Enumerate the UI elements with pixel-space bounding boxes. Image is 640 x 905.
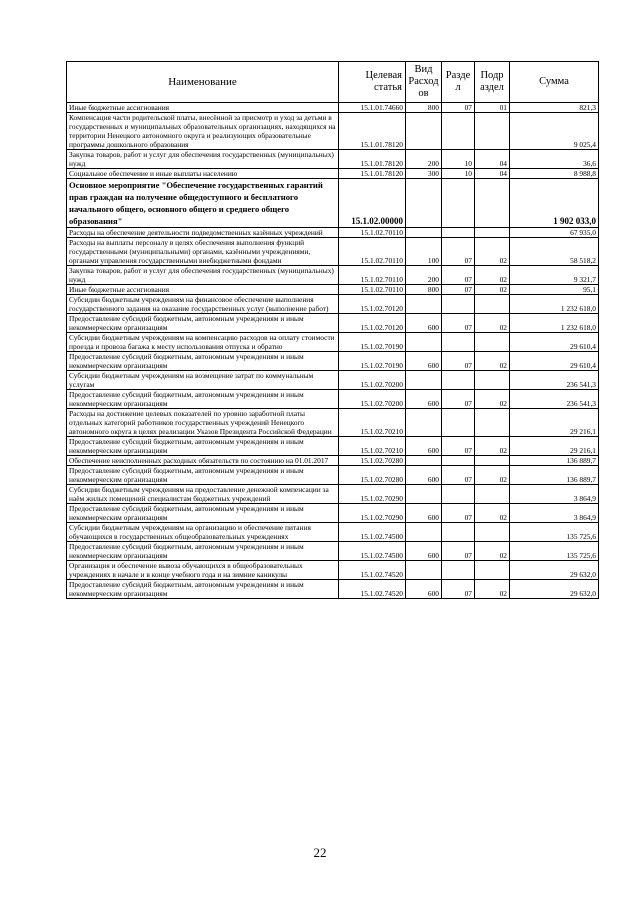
cell-subsection xyxy=(475,333,510,352)
cell-expense-type xyxy=(406,409,442,437)
cell-section xyxy=(442,456,475,466)
cell-name: Предоставление субсидий бюджетным, автономным учреждениям и иным некоммерческим организациям xyxy=(67,352,339,371)
table-row xyxy=(67,103,599,113)
table-row xyxy=(67,228,599,238)
cell-sum: 29 216,1 xyxy=(510,437,599,456)
header-section: Разде л xyxy=(442,62,475,103)
cell-expense-type xyxy=(406,371,442,390)
table-row xyxy=(67,352,599,371)
cell-section xyxy=(442,333,475,352)
cell-subsection xyxy=(475,561,510,580)
cell-section: 07 xyxy=(442,266,475,285)
cell-sum: 136 889,7 xyxy=(510,466,599,485)
table-row xyxy=(67,523,599,542)
cell-name: Расходы на достижение целевых показателей по уровню заработной платы отдельных категорий работников государственных учреждений Ненецкого автономного округа в целях реализации Указов Президента Российской Федерации xyxy=(67,409,339,437)
table-row xyxy=(67,437,599,456)
cell-subsection xyxy=(475,523,510,542)
cell-section: 07 xyxy=(442,238,475,266)
table-row xyxy=(67,179,599,228)
cell-section: 07 xyxy=(442,580,475,599)
cell-subsection xyxy=(475,371,510,390)
cell-target-article: 15.1.02.74500 xyxy=(339,542,406,561)
table-row xyxy=(67,409,599,437)
cell-name: Социальное обеспечение и иные выплаты населению xyxy=(67,169,339,179)
cell-target-article: 15.1.02.70290 xyxy=(339,504,406,523)
header-expense-type: Вид Расход ов xyxy=(406,62,442,103)
table-row xyxy=(67,485,599,504)
cell-subsection xyxy=(475,485,510,504)
cell-expense-type xyxy=(406,456,442,466)
cell-name: Предоставление субсидий бюджетным, автономным учреждениям и иным некоммерческим организациям xyxy=(67,504,339,523)
cell-sum: 1 232 618,0 xyxy=(510,314,599,333)
cell-subsection xyxy=(475,409,510,437)
cell-section: 07 xyxy=(442,103,475,113)
cell-section xyxy=(442,295,475,314)
cell-subsection: 02 xyxy=(475,504,510,523)
cell-sum: 95,1 xyxy=(510,285,599,295)
cell-subsection xyxy=(475,295,510,314)
cell-target-article: 15.1.02.70110 xyxy=(339,228,406,238)
cell-sum: 9 025,4 xyxy=(510,113,599,150)
cell-name: Субсидии бюджетным учреждениям на компенсацию расходов на оплату стоимости проезда и провоза багажа к месту использования отпуска и обратно xyxy=(67,333,339,352)
cell-sum: 135 725,6 xyxy=(510,523,599,542)
cell-expense-type: 600 xyxy=(406,352,442,371)
cell-target-article: 15.1.02.70190 xyxy=(339,333,406,352)
cell-sum: 135 725,6 xyxy=(510,542,599,561)
table-row xyxy=(67,456,599,466)
cell-section: 10 xyxy=(442,169,475,179)
cell-subsection: 02 xyxy=(475,285,510,295)
table-header-row xyxy=(67,62,599,103)
cell-section: 07 xyxy=(442,314,475,333)
table-row xyxy=(67,561,599,580)
cell-sum: 29 632,0 xyxy=(510,561,599,580)
cell-section xyxy=(442,179,475,228)
cell-target-article: 15.1.02.70210 xyxy=(339,409,406,437)
cell-expense-type: 600 xyxy=(406,390,442,409)
cell-sum: 821,3 xyxy=(510,103,599,113)
cell-sum: 236 541,3 xyxy=(510,390,599,409)
cell-expense-type: 800 xyxy=(406,285,442,295)
cell-target-article: 15.1.02.70200 xyxy=(339,390,406,409)
cell-name: Расходы на обеспечение деятельности подведомственных казённых учреждений xyxy=(67,228,339,238)
table-row xyxy=(67,466,599,485)
cell-sum: 29 610,4 xyxy=(510,352,599,371)
cell-name: Предоставление субсидий бюджетным, автономным учреждениям и иным некоммерческим организациям xyxy=(67,542,339,561)
cell-sum: 136 889,7 xyxy=(510,456,599,466)
cell-name: Предоставление субсидий бюджетным, автономным учреждениям и иным некоммерческим организациям xyxy=(67,466,339,485)
table-row xyxy=(67,333,599,352)
cell-sum: 1 232 618,0 xyxy=(510,295,599,314)
cell-name: Субсидии бюджетным учреждениям на организацию и обеспечение питания обучающихся в государственных общеобразовательных учреждениях xyxy=(67,523,339,542)
cell-name: Предоставление субсидий бюджетным, автономным учреждениям и иным некоммерческим организациям xyxy=(67,314,339,333)
cell-expense-type xyxy=(406,179,442,228)
header-subsection: Подр аздел xyxy=(475,62,510,103)
cell-subsection: 04 xyxy=(475,150,510,169)
cell-name: Субсидии бюджетным учреждениям на предоставление денежной компенсации за наём жилых помещений специалистам бюджетных учреждений xyxy=(67,485,339,504)
cell-expense-type: 600 xyxy=(406,542,442,561)
cell-expense-type xyxy=(406,228,442,238)
cell-expense-type: 600 xyxy=(406,314,442,333)
cell-expense-type: 600 xyxy=(406,437,442,456)
cell-target-article: 15.1.02.70290 xyxy=(339,485,406,504)
cell-expense-type: 100 xyxy=(406,238,442,266)
cell-target-article: 15.1.02.70120 xyxy=(339,295,406,314)
table-row xyxy=(67,542,599,561)
cell-sum: 29 610,4 xyxy=(510,333,599,352)
cell-target-article: 15.1.02.70280 xyxy=(339,456,406,466)
cell-expense-type xyxy=(406,333,442,352)
table-row xyxy=(67,113,599,150)
cell-subsection: 02 xyxy=(475,580,510,599)
cell-sum: 9 321,7 xyxy=(510,266,599,285)
cell-section xyxy=(442,523,475,542)
cell-subsection xyxy=(475,179,510,228)
cell-expense-type xyxy=(406,523,442,542)
cell-subsection: 02 xyxy=(475,466,510,485)
table-row xyxy=(67,314,599,333)
table-row xyxy=(67,390,599,409)
cell-subsection: 02 xyxy=(475,437,510,456)
cell-expense-type xyxy=(406,561,442,580)
cell-target-article: 15.1.02.70110 xyxy=(339,266,406,285)
cell-sum: 29 632,0 xyxy=(510,580,599,599)
cell-name: Основное мероприятие "Обеспечение государственных гарантий прав граждан на получение общедоступного и бесплатного начального общего, основного общего и среднего общего образования" xyxy=(67,179,339,228)
cell-name: Обеспечение неисполненных расходных обязательств по состоянию на 01.01.2017 xyxy=(67,456,339,466)
cell-sum: 8 988,8 xyxy=(510,169,599,179)
cell-subsection: 02 xyxy=(475,352,510,371)
cell-expense-type: 300 xyxy=(406,169,442,179)
cell-expense-type xyxy=(406,295,442,314)
cell-target-article: 15.1.02.70110 xyxy=(339,238,406,266)
cell-target-article: 15.1.02.70280 xyxy=(339,466,406,485)
cell-target-article: 15.1.02.70210 xyxy=(339,437,406,456)
cell-target-article: 15.1.02.74520 xyxy=(339,561,406,580)
cell-sum: 36,6 xyxy=(510,150,599,169)
cell-sum: 1 902 033,0 xyxy=(510,179,599,228)
cell-sum: 58 518,2 xyxy=(510,238,599,266)
table-row xyxy=(67,504,599,523)
cell-section: 07 xyxy=(442,504,475,523)
cell-subsection: 02 xyxy=(475,542,510,561)
cell-name: Предоставление субсидий бюджетным, автономным учреждениям и иным некоммерческим организациям xyxy=(67,437,339,456)
cell-sum: 236 541,3 xyxy=(510,371,599,390)
cell-expense-type xyxy=(406,113,442,150)
cell-section: 07 xyxy=(442,437,475,456)
cell-subsection xyxy=(475,228,510,238)
cell-name: Предоставление субсидий бюджетным, автономным учреждениям и иным некоммерческим организациям xyxy=(67,580,339,599)
cell-section xyxy=(442,228,475,238)
cell-target-article: 15.1.01.78120 xyxy=(339,169,406,179)
cell-subsection xyxy=(475,456,510,466)
budget-table xyxy=(66,61,599,599)
cell-sum: 29 216,1 xyxy=(510,409,599,437)
cell-target-article: 15.1.02.70110 xyxy=(339,285,406,295)
table-row xyxy=(67,238,599,266)
cell-name: Иные бюджетные ассигнования xyxy=(67,103,339,113)
table-row xyxy=(67,371,599,390)
cell-section: 07 xyxy=(442,285,475,295)
table-row xyxy=(67,580,599,599)
table-row xyxy=(67,169,599,179)
cell-expense-type: 200 xyxy=(406,150,442,169)
cell-target-article: 15.1.01.78120 xyxy=(339,150,406,169)
header-name: Наименование xyxy=(67,62,339,103)
cell-name: Компенсация части родительской платы, внесённой за присмотр и уход за детьми в государственных и муниципальных образовательных организациях, находящихся на территории Ненецкого автономного округа и реализующих образовательные программы дошкольного образования xyxy=(67,113,339,150)
cell-name: Расходы на выплаты персоналу в целях обеспечения выполнения функций государственными (муниципальными) органами, казёнными учреждениями, органами управления государственными внебюджетными фондами xyxy=(67,238,339,266)
table-row xyxy=(67,266,599,285)
cell-expense-type: 600 xyxy=(406,580,442,599)
cell-section xyxy=(442,561,475,580)
cell-sum: 67 935,0 xyxy=(510,228,599,238)
cell-section xyxy=(442,409,475,437)
cell-section xyxy=(442,113,475,150)
cell-subsection: 04 xyxy=(475,169,510,179)
cell-subsection: 02 xyxy=(475,314,510,333)
cell-subsection: 01 xyxy=(475,103,510,113)
page-number: 22 xyxy=(313,845,327,860)
cell-name: Иные бюджетные ассигнования xyxy=(67,285,339,295)
cell-target-article: 15.1.02.74500 xyxy=(339,523,406,542)
cell-expense-type: 800 xyxy=(406,103,442,113)
cell-expense-type xyxy=(406,485,442,504)
cell-expense-type: 200 xyxy=(406,266,442,285)
cell-target-article: 15.1.02.70190 xyxy=(339,352,406,371)
cell-name: Субсидии бюджетным учреждениям на финансовое обеспечение выполнения государственного задания на оказание государственных услуг (выполнение работ) xyxy=(67,295,339,314)
cell-sum: 3 864,9 xyxy=(510,504,599,523)
cell-target-article: 15.1.01.74660 xyxy=(339,103,406,113)
cell-name: Предоставление субсидий бюджетным, автономным учреждениям и иным некоммерческим организациям xyxy=(67,390,339,409)
cell-sum: 3 864,9 xyxy=(510,485,599,504)
cell-name: Закупка товаров, работ и услуг для обеспечения государственных (муниципальных) нужд xyxy=(67,150,339,169)
cell-expense-type: 600 xyxy=(406,466,442,485)
cell-target-article: 15.1.02.74520 xyxy=(339,580,406,599)
cell-target-article: 15.1.02.70120 xyxy=(339,314,406,333)
table-body xyxy=(67,103,599,599)
cell-expense-type: 600 xyxy=(406,504,442,523)
cell-target-article: 15.1.02.70200 xyxy=(339,371,406,390)
cell-section: 07 xyxy=(442,352,475,371)
cell-target-article: 15.1.02.00000 xyxy=(339,179,406,228)
table-row xyxy=(67,295,599,314)
cell-section: 07 xyxy=(442,390,475,409)
cell-subsection: 02 xyxy=(475,266,510,285)
cell-subsection: 02 xyxy=(475,238,510,266)
cell-subsection: 02 xyxy=(475,390,510,409)
cell-section: 07 xyxy=(442,466,475,485)
cell-section xyxy=(442,371,475,390)
cell-name: Закупка товаров, работ и услуг для обеспечения государственных (муниципальных) нужд xyxy=(67,266,339,285)
cell-subsection xyxy=(475,113,510,150)
table-row xyxy=(67,150,599,169)
cell-name: Организация и обеспечение вывоза обучающихся в общеобразовательных учреждениях в начале и в конце учебного года и на зимние каникулы xyxy=(67,561,339,580)
cell-section xyxy=(442,485,475,504)
cell-section: 07 xyxy=(442,542,475,561)
cell-section: 10 xyxy=(442,150,475,169)
header-sum: Сумма xyxy=(510,62,599,103)
table-row xyxy=(67,285,599,295)
header-target-article: Целевая статья xyxy=(339,62,406,103)
cell-name: Субсидии бюджетным учреждениям на возмещение затрат по коммунальным услугам xyxy=(67,371,339,390)
cell-target-article: 15.1.01.78120 xyxy=(339,113,406,150)
